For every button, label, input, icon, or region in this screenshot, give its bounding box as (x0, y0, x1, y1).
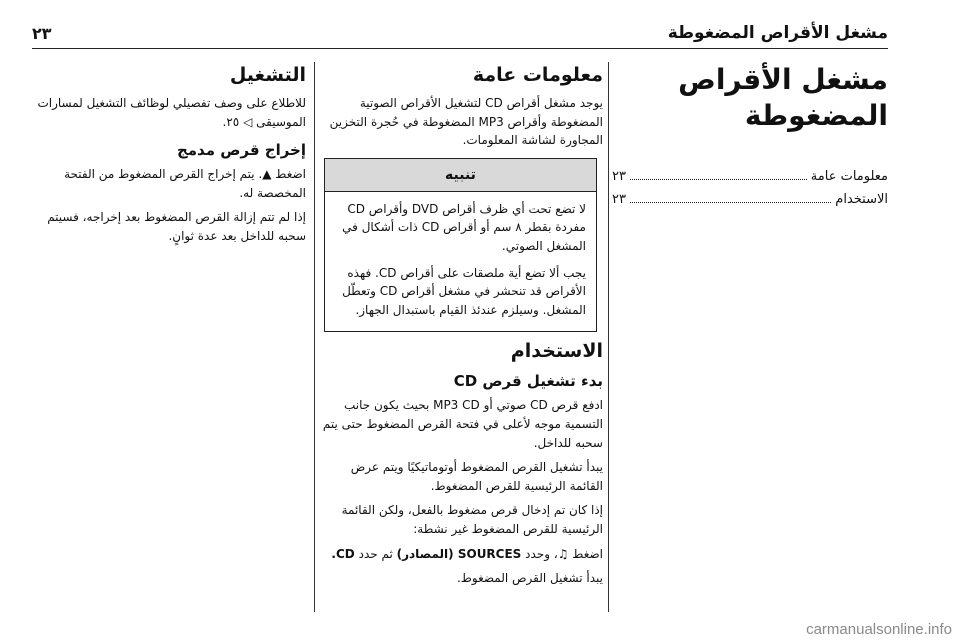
toc-item[interactable] (612, 169, 888, 184)
eject-paragraph: إذا لم تتم إزالة القرص المضغوط بعد إخراجه، فسيتم سحبه للداخل بعد عدة ثوانٍ. (47, 210, 306, 243)
usage-paragraph: إذا كان تم إدخال قرص مضغوط بالفعل، ولكن القائمة الرئيسية للقرص المضغوط غير نشطة: (341, 503, 603, 536)
music-icon: ♫ (557, 546, 569, 561)
eject-paragraph (28, 165, 306, 202)
playback-text: للاطلاع على وصف تفصيلي لوظائف التشغيل لمسارات الموسيقى (37, 96, 306, 129)
toc-leader (630, 202, 831, 203)
column-divider (314, 62, 315, 612)
general-intro: يوجد مشغل أقراص CD لتشغيل الأقراص الصوتية المضغوطة وأقراص MP3 المضغوطة في حُجرة التخزين المجاورة لشاشة المعلومات. (329, 96, 603, 148)
eject-text: . يتم إخراج القرص المضغوط من الفتحة المخصصة له. (64, 167, 306, 200)
cd-label: CD. (331, 546, 355, 561)
section-title-playback: التشغيل (229, 64, 306, 86)
usage-paragraph: يبدأ تشغيل القرص المضغوط. (456, 571, 603, 586)
toc-leader (630, 179, 807, 180)
instruction-text: اضغط (572, 546, 603, 561)
middle-column (318, 62, 603, 594)
playback-paragraph: للاطلاع على وصف تفصيلي لوظائف التشغيل لمسارات الموسيقى ◁ ٢٥. (37, 96, 306, 129)
section-title-usage: الاستخدام (510, 340, 603, 363)
left-column (28, 62, 306, 252)
header-page-number: ٢٣ (32, 23, 52, 43)
eject-icon: ▲ (262, 167, 272, 182)
usage-paragraph: يبدأ تشغيل القرص المضغوط أوتوماتيكيًا ويتم عرض القائمة الرئيسية للقرص المضغوط. (350, 460, 603, 493)
subsection-title-eject: إخراج قرص مدمج (176, 141, 306, 160)
instruction-text: ، وحدد (525, 546, 558, 561)
note-body (325, 192, 596, 332)
instruction-text: ثم حدد (358, 546, 393, 561)
toc-item-page: ٢٣ (612, 168, 626, 184)
usage-instruction (318, 545, 603, 564)
note-paragraph: يجب ألا تضع أية ملصقات على أقراص CD. فهذه الأقراص قد تنحشر في مشغل أقراص CD وتعطّل المشغل. وسيلزم عندئذ القيام باستبدال الجهاز. (342, 265, 586, 317)
page-ref-icon: ◁ (243, 114, 253, 129)
section-title-general: معلومات عامة (472, 64, 603, 86)
page-ref-number[interactable]: ٢٥ (226, 114, 240, 129)
toc-item[interactable] (612, 192, 888, 207)
toc-item-label: الاستخدام (835, 191, 888, 207)
note-heading: تنبيه (325, 159, 596, 192)
page-header (32, 18, 888, 49)
toc-item-page: ٢٣ (612, 191, 626, 207)
note-box (324, 158, 597, 333)
note-paragraph: لا تضع تحت أي ظرف أقراص DVD وأقراص CD مفردة بقطر ٨ سم أو أقراص CD ذات أشكال في المشغل الصوتي. (342, 201, 586, 253)
column-divider (608, 62, 609, 612)
eject-text: اضغط (275, 167, 306, 182)
usage-paragraph: ادفع قرص CD صوتي أو MP3 CD بحيث يكون جانب التسمية موجه لأعلى في فتحة القرص المضغوط حتى يتم سحبه للداخل. (322, 398, 603, 450)
toc-item-label: معلومات عامة (810, 168, 888, 184)
chapter-title: مشغل الأقراص المضغوطة (678, 63, 888, 133)
toc-column (612, 62, 888, 215)
header-title: مشغل الأقراص المضغوطة (667, 23, 888, 43)
subsection-title-start-cd: بدء تشغيل قرص CD (453, 372, 603, 391)
sources-label: SOURCES (المصادر) (396, 546, 522, 561)
watermark: carmanualsonline.info (806, 621, 952, 638)
